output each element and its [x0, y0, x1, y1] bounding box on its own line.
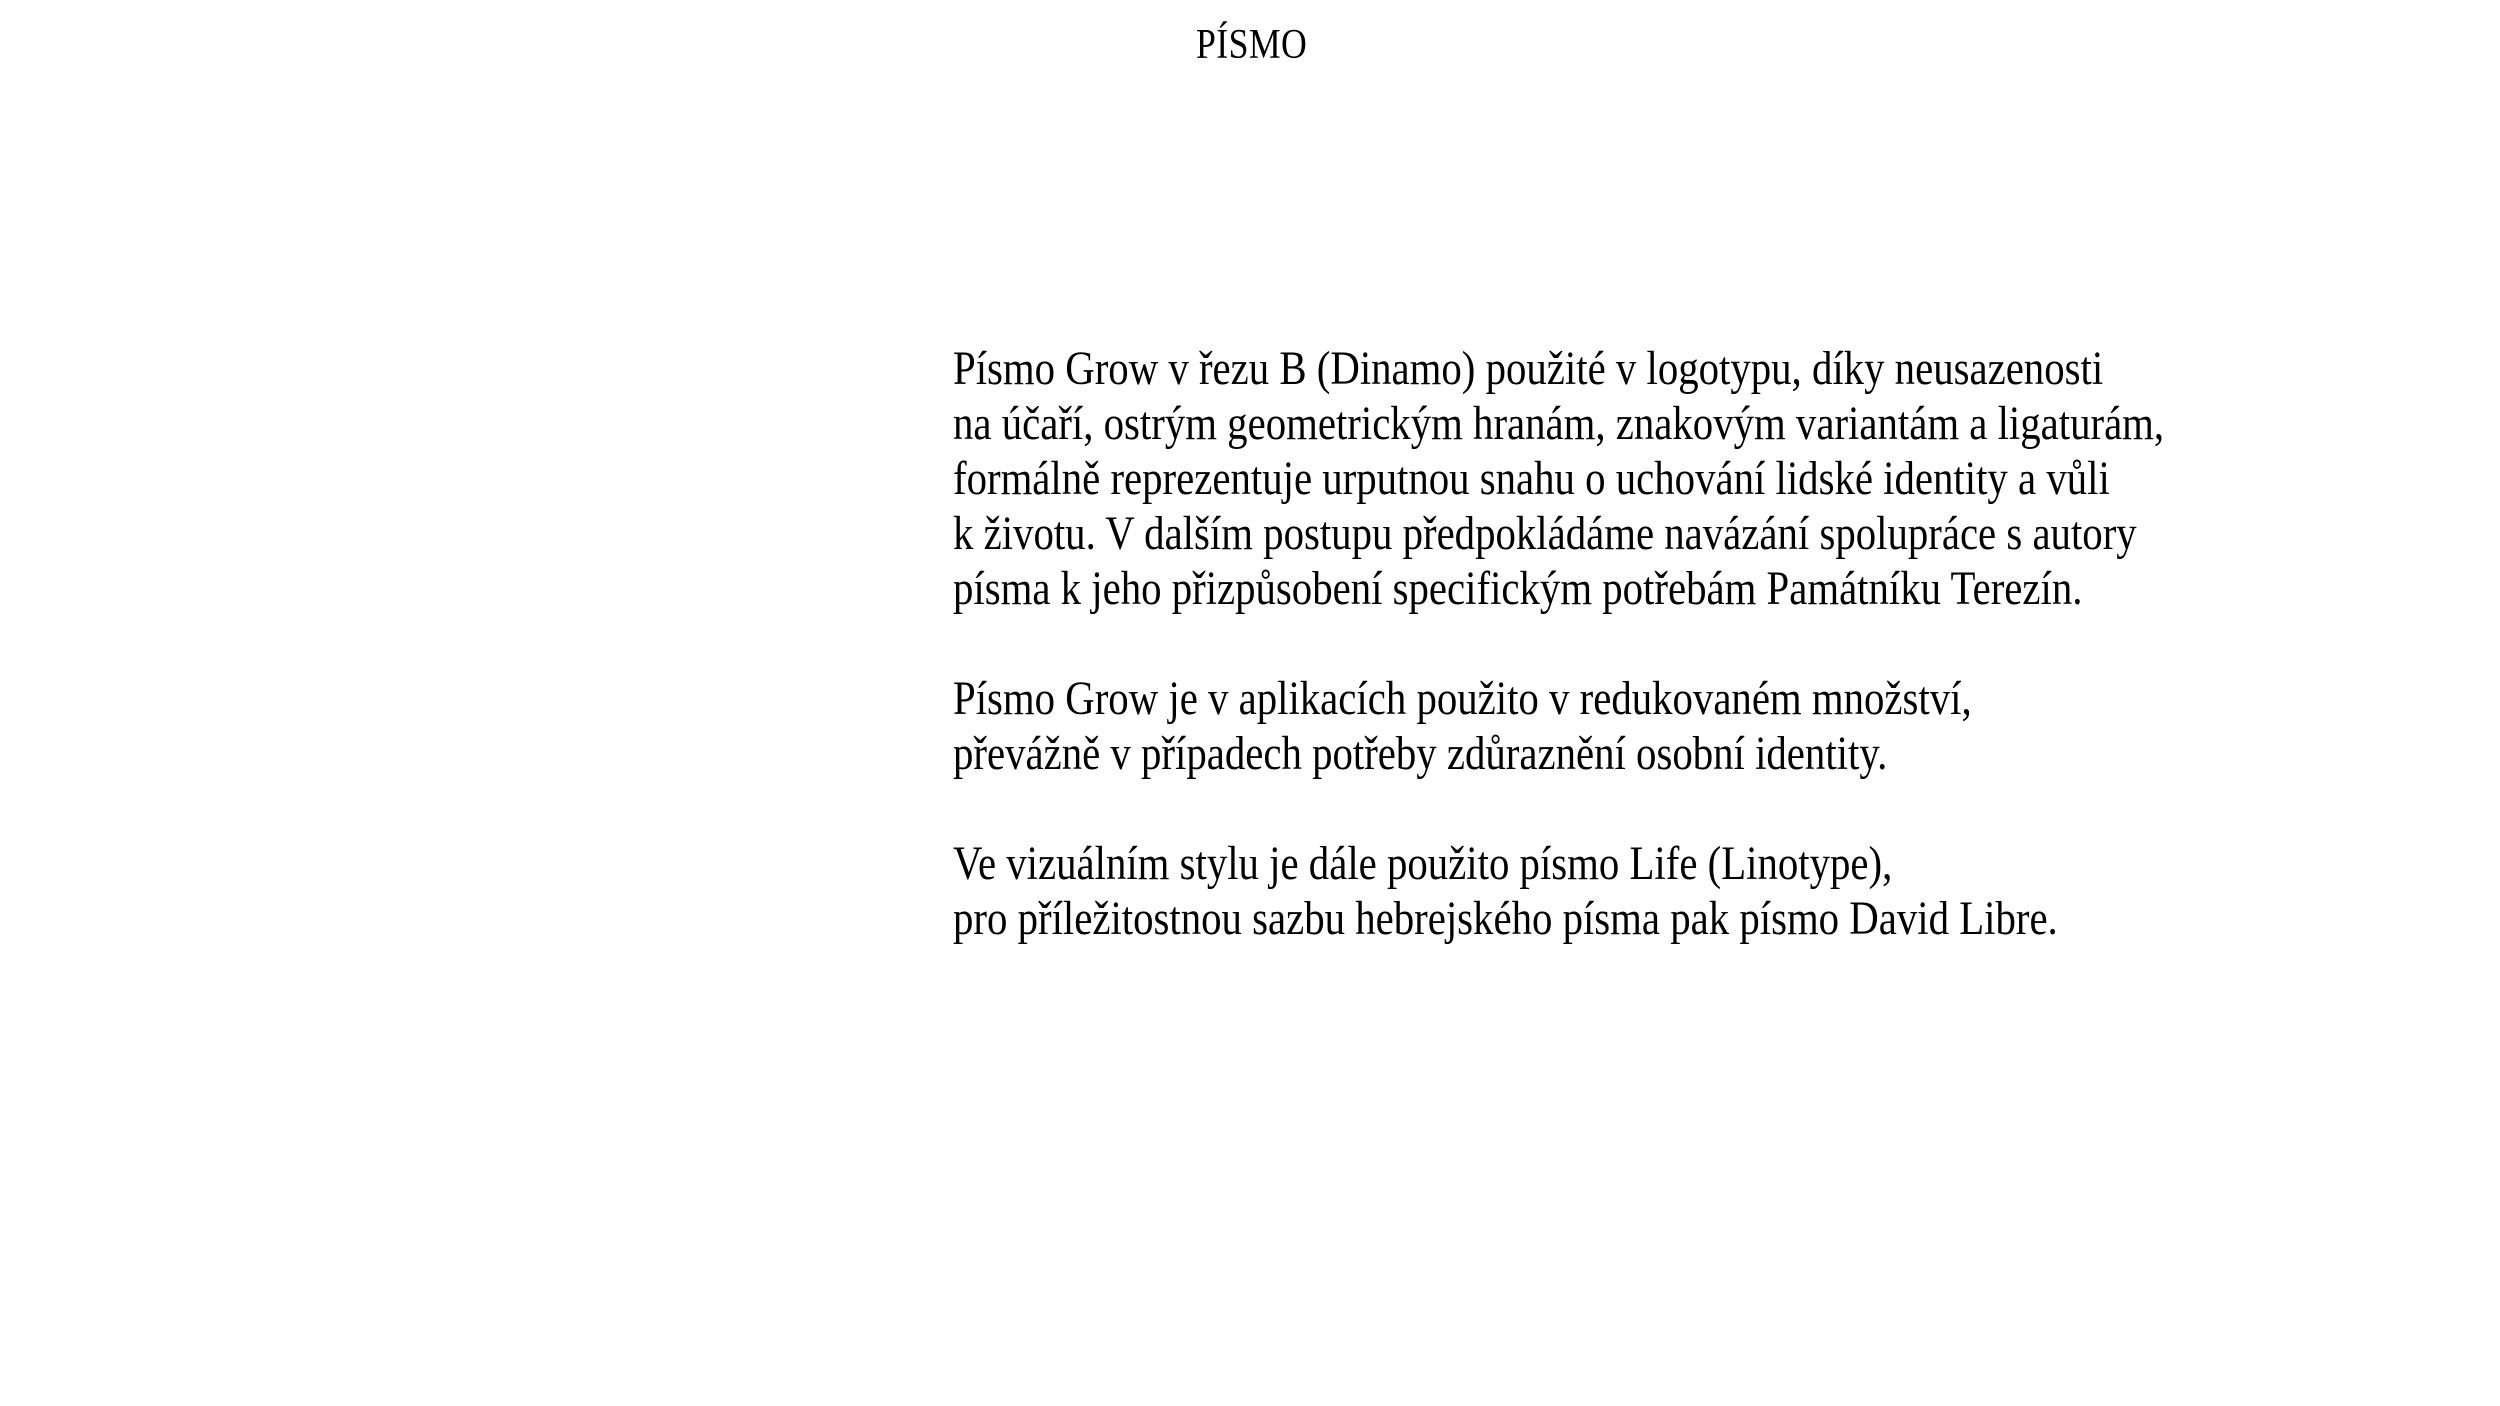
text-line: k životu. V dalším postupu předpokládáme navázání spolupráce s autory [953, 507, 2137, 560]
text-line: Písmo Grow v řezu B (Dinamo) použité v logotypu, díky neusazenosti [953, 342, 2104, 395]
paragraph-secondary-fonts [953, 836, 2164, 946]
page-title: PÍSMO [1196, 22, 1308, 68]
text-line: na účaří, ostrým geometrickým hranám, znakovým variantám a ligaturám, [953, 397, 2165, 450]
text-line: formálně reprezentuje urputnou snahu o uchování lidské identity a vůli [953, 452, 2110, 505]
text-line: písma k jeho přizpůsobení specifickým potřebám Památníku Terezín. [953, 562, 2083, 615]
body-text [953, 341, 2164, 1001]
text-line: převážně v případech potřeby zdůraznění osobní identity. [953, 727, 1888, 780]
text-line: pro příležitostnou sazbu hebrejského písma pak písmo David Libre. [953, 892, 2058, 945]
text-line: Písmo Grow je v aplikacích použito v redukovaném množství, [953, 672, 1972, 725]
paragraph-font-usage [953, 671, 2164, 781]
text-line: Ve vizuálním stylu je dále použito písmo Life (Linotype), [953, 837, 1893, 890]
paragraph-font-logotype [953, 341, 2164, 616]
